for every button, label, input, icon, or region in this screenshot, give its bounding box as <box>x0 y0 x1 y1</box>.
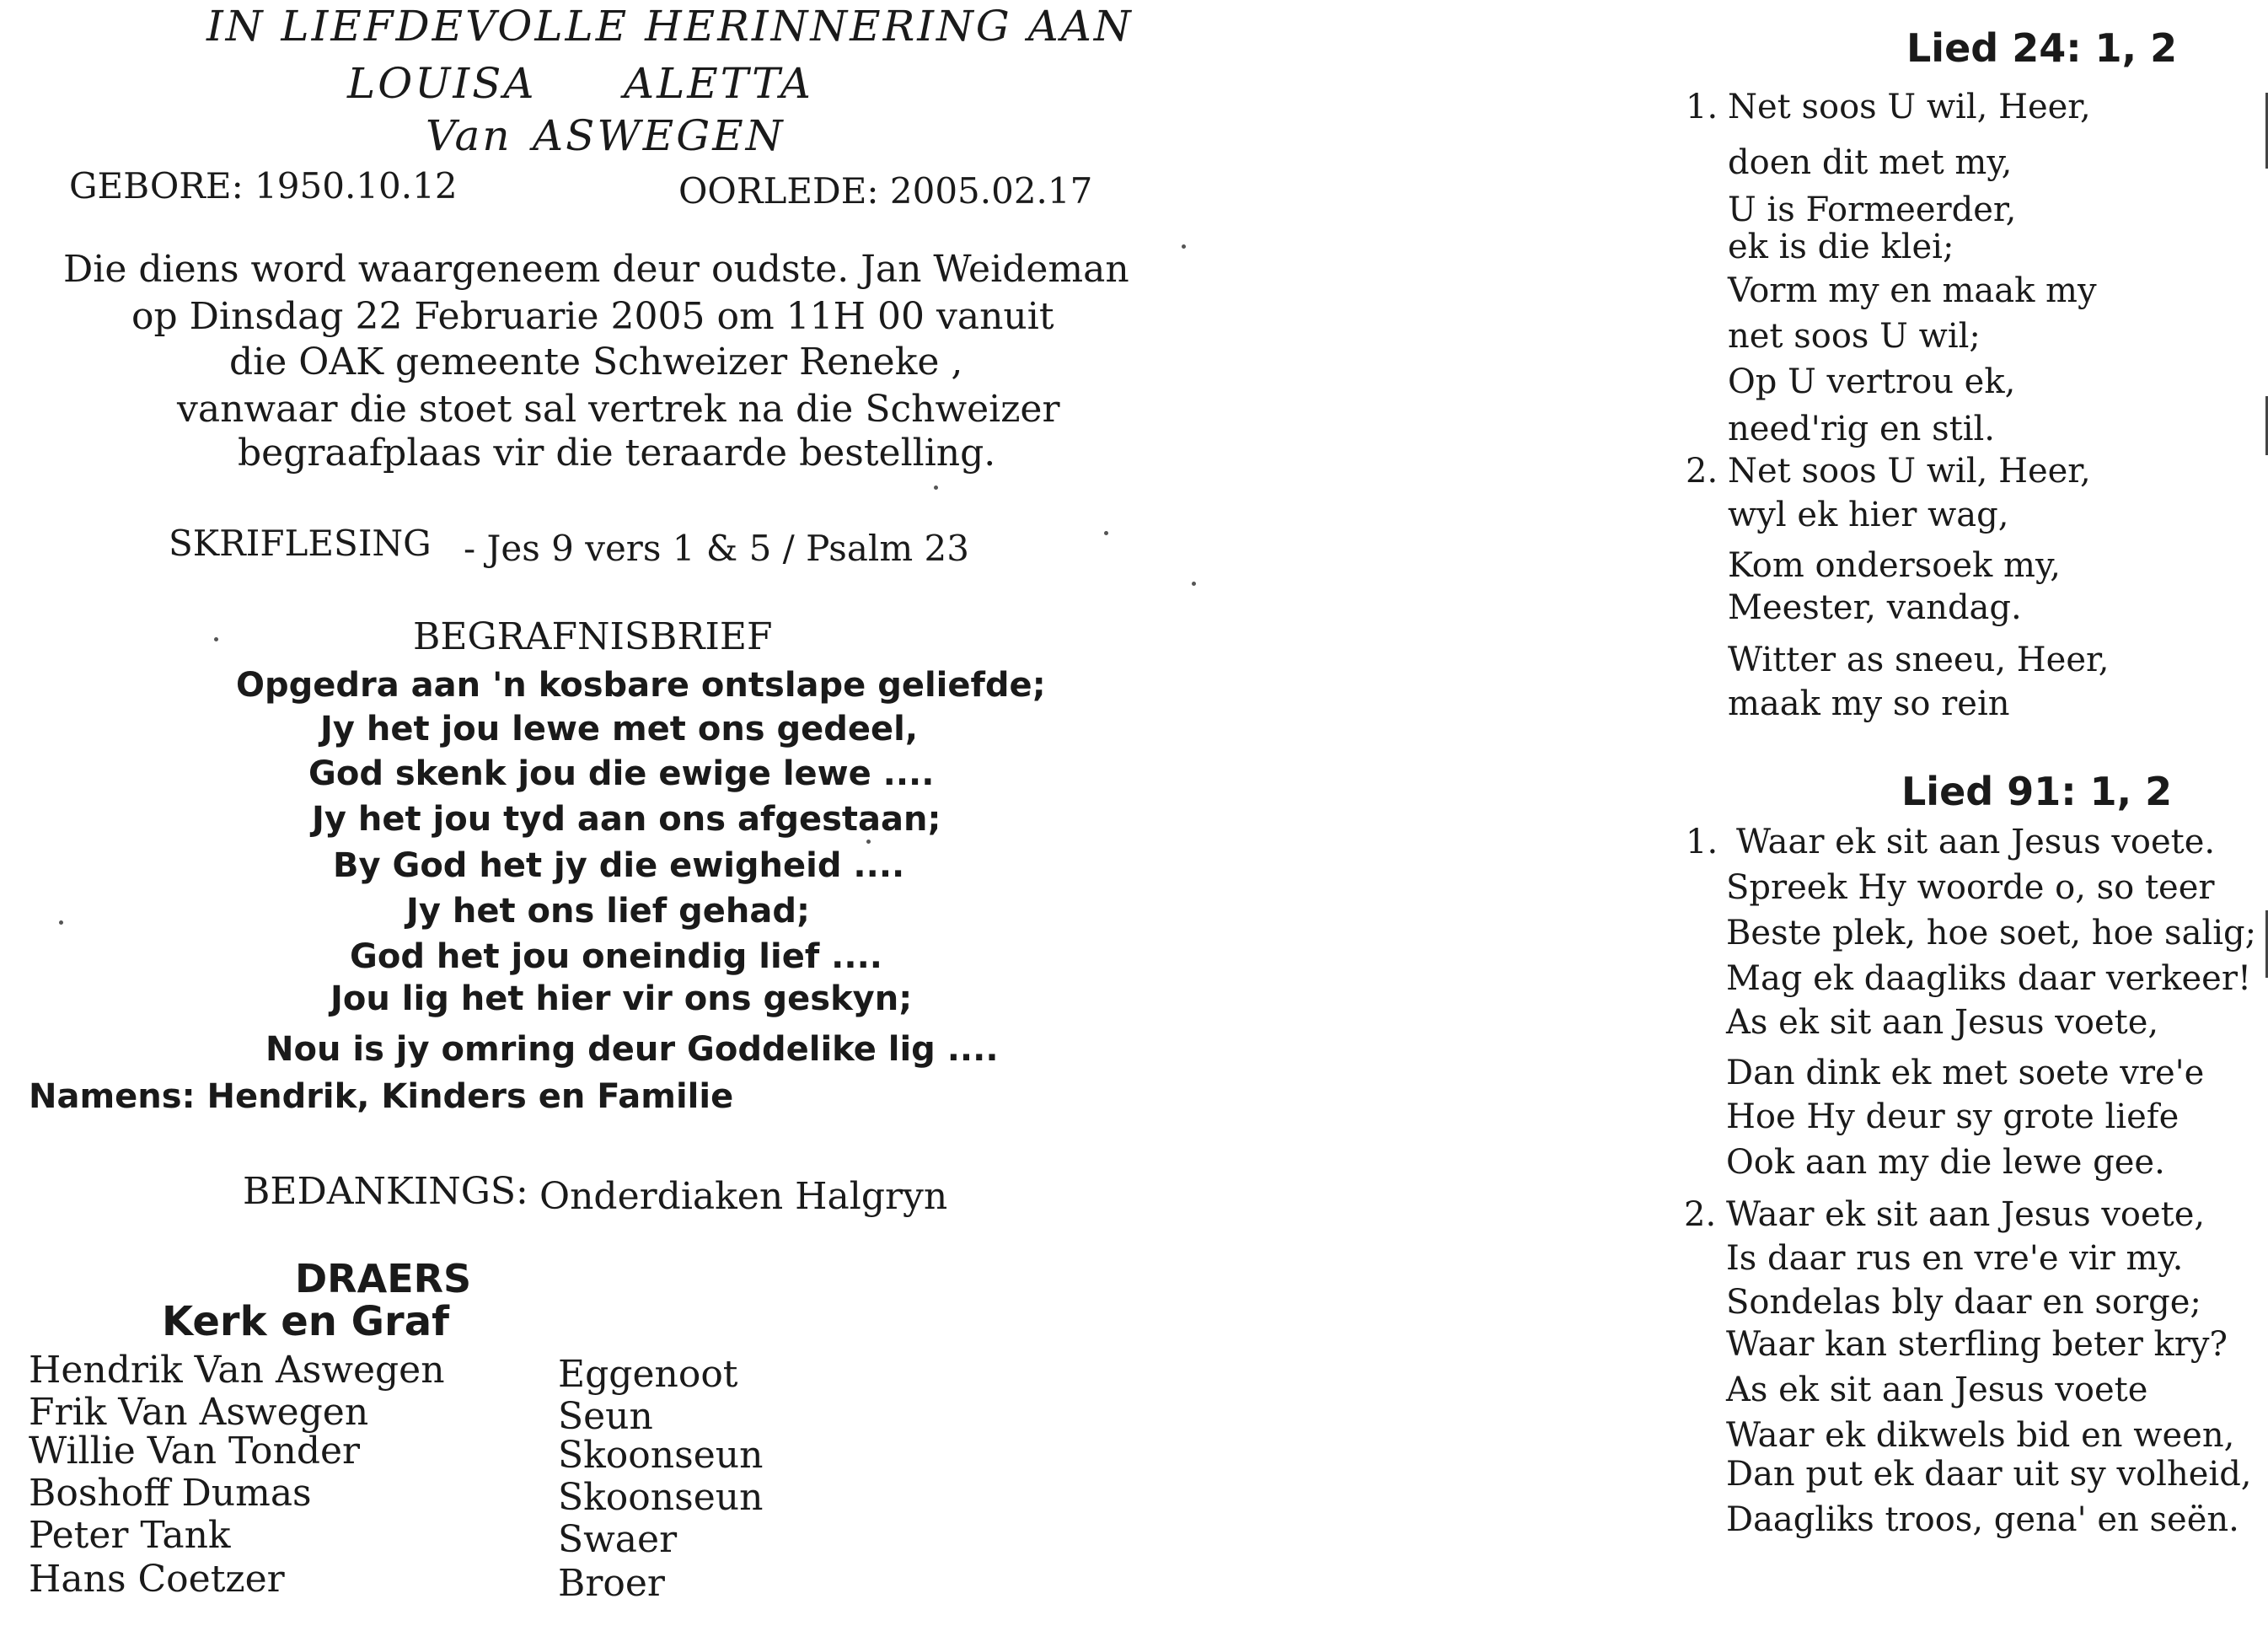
service-line: begraafplaas vir die teraarde bestelling. <box>238 432 996 475</box>
hymn-line: Mag ek daagliks daar verkeer! <box>1726 959 2252 998</box>
hymn-line: net soos U wil; <box>1728 317 1981 356</box>
hymn-line: Is daar rus en vre'e vir my. <box>1726 1239 2184 1278</box>
verse-number: 2. <box>1686 452 1718 491</box>
letter-line: Nou is jy omring deur Goddelike lig .... <box>265 1030 999 1069</box>
reading-label: SKRIFLESING <box>169 523 432 564</box>
hymn-line: Waar ek sit aan Jesus voete, <box>1726 1195 2206 1234</box>
reading-text: - Jes 9 vers 1 & 5 / Psalm 23 <box>464 528 969 569</box>
memorial-heading: IN LIEFDEVOLLE HERINNERING AAN <box>206 2 1134 51</box>
hymn-line: Spreek Hy woorde o, so teer <box>1726 868 2215 907</box>
middle-name: ALETTA <box>624 59 813 108</box>
hymn-line: Net soos U wil, Heer, <box>1728 452 2091 491</box>
scan-speck <box>1192 582 1196 586</box>
letter-line: God skenk jou die ewige lewe .... <box>308 754 935 793</box>
letter-line: God het jou oneindig lief .... <box>350 937 882 976</box>
service-line: op Dinsdag 22 Februarie 2005 om 11H 00 vanuit <box>131 295 1054 338</box>
first-name: LOUISA <box>347 59 537 108</box>
hymn-line: Vorm my en maak my <box>1728 271 2097 310</box>
hymn-line: Waar kan sterfling beter kry? <box>1726 1325 2228 1364</box>
birth-date: GEBORE: 1950.10.12 <box>69 165 458 207</box>
hymn-line: Kom ondersoek my, <box>1728 546 2061 585</box>
bearer-relation: Skoonseun <box>558 1476 764 1519</box>
scan-speck <box>866 840 871 844</box>
scan-speck <box>1182 244 1186 249</box>
service-line: vanwaar die stoet sal vertrek na die Schweizer <box>177 388 1060 431</box>
bearer-relation: Skoonseun <box>558 1434 764 1477</box>
letter-line: Opgedra aan 'n kosbare ontslape geliefde; <box>236 666 1046 705</box>
hymn-line: Daagliks troos, gena' en seën. <box>1726 1500 2239 1539</box>
hymn-line: Hoe Hy deur sy grote liefe <box>1726 1097 2180 1136</box>
hymn-line: Beste plek, hoe soet, hoe salig; <box>1726 914 2257 952</box>
verse-number: 1. <box>1686 823 1718 861</box>
scan-speck <box>934 486 938 490</box>
bearer-name: Hendrik Van Aswegen <box>29 1349 445 1392</box>
letter-line: Jy het jou lewe met ons gedeel, <box>320 710 919 748</box>
hymn-line: maak my so rein <box>1728 684 2010 723</box>
surname: ASWEGEN <box>533 111 785 160</box>
bearer-relation: Swaer <box>558 1518 678 1561</box>
bearer-name: Boshoff Dumas <box>29 1472 312 1515</box>
service-line: Die diens word waargeneem deur oudste. Jan Weideman <box>63 248 1129 291</box>
verse-number: 2. <box>1684 1195 1717 1234</box>
letter-line: Jou lig het hier vir ons geskyn; <box>330 979 913 1018</box>
scan-speck <box>1104 531 1108 535</box>
verse-number: 1. <box>1686 88 1718 126</box>
hymn-title: Lied 24: 1, 2 <box>1906 25 2178 71</box>
bearer-relation: Seun <box>558 1395 653 1438</box>
scan-speck <box>59 920 63 925</box>
bearer-name: Willie Van Tonder <box>29 1430 361 1473</box>
surname-prefix: Van <box>426 111 512 160</box>
hymn-line: doen dit met my, <box>1728 143 2013 182</box>
hymn-line: Sondelas bly daar en sorge; <box>1726 1283 2201 1322</box>
hymn-line: Witter as sneeu, Heer, <box>1728 641 2110 679</box>
hymn-line: Waar ek sit aan Jesus voete. <box>1736 823 2216 861</box>
hymn-line: ek is die klei; <box>1728 228 1954 266</box>
hymn-line: Dan dink ek met soete vre'e <box>1726 1054 2205 1092</box>
bearer-name: Frik Van Aswegen <box>29 1391 369 1434</box>
letter-line: Jy het jou tyd aan ons afgestaan; <box>312 800 941 839</box>
thanks-text: Onderdiaken Halgryn <box>539 1175 948 1218</box>
hymn-line: Dan put ek daar uit sy volheid, <box>1726 1455 2252 1494</box>
hymn-line: Ook aan my die lewe gee. <box>1726 1143 2165 1182</box>
hymn-line: Op U vertrou ek, <box>1728 362 2016 401</box>
death-date: OORLEDE: 2005.02.17 <box>678 170 1093 212</box>
bearer-relation: Eggenoot <box>558 1353 738 1396</box>
hymn-line: Waar ek dikwels bid en ween, <box>1726 1416 2235 1455</box>
bearers-title: DRAERS <box>295 1256 472 1301</box>
hymn-line: need'rig en stil. <box>1728 410 1995 448</box>
service-line: die OAK gemeente Schweizer Reneke , <box>229 341 963 384</box>
hymn-line: U is Formeerder, <box>1728 190 2017 229</box>
thanks-label: BEDANKINGS: <box>243 1170 528 1213</box>
hymn-title: Lied 91: 1, 2 <box>1901 769 2173 814</box>
bearers-subtitle: Kerk en Graf <box>162 1298 449 1345</box>
hymn-line: wyl ek hier wag, <box>1728 496 2009 534</box>
bearer-name: Peter Tank <box>29 1514 231 1557</box>
letter-line: Jy het ons lief gehad; <box>406 892 810 931</box>
letter-from: Namens: Hendrik, Kinders en Familie <box>29 1077 734 1116</box>
letter-line: By God het jy die ewigheid .... <box>333 846 905 885</box>
hymn-line: Meester, vandag. <box>1728 588 2022 627</box>
scan-speck <box>214 637 218 641</box>
letter-title: BEGRAFNISBRIEF <box>413 615 773 658</box>
bearer-name: Hans Coetzer <box>29 1558 285 1601</box>
hymn-line: As ek sit aan Jesus voete <box>1726 1371 2148 1409</box>
hymn-line: As ek sit aan Jesus voete, <box>1726 1003 2159 1042</box>
bearer-relation: Broer <box>558 1562 665 1605</box>
hymn-line: Net soos U wil, Heer, <box>1728 88 2091 126</box>
